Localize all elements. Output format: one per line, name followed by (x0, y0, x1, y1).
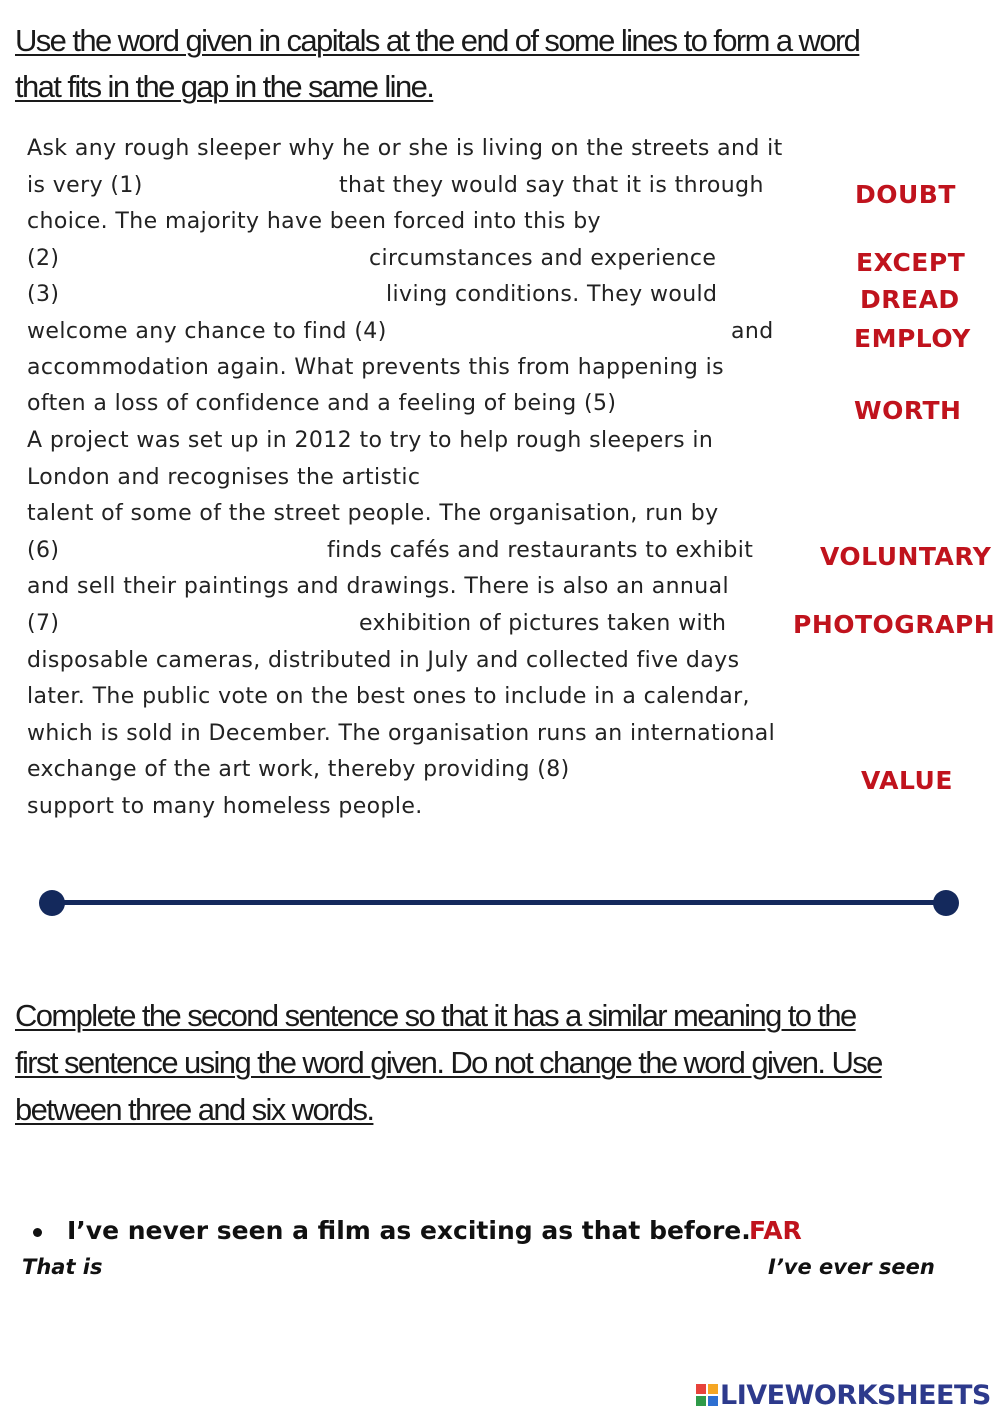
gap-input-2[interactable] (70, 246, 368, 272)
gap-input-3[interactable] (70, 282, 383, 308)
section1-heading-line2: that fits in the gap in the same line. (15, 69, 434, 104)
passage-line: accommodation again. What prevents this from happening is (27, 355, 724, 380)
passage-line: and sell their paintings and drawings. There is also an annual (27, 574, 729, 599)
passage-line: circumstances and experience (369, 246, 717, 271)
passage-line: and (731, 319, 774, 344)
divider-dot-right (933, 890, 959, 916)
passage-line: (6) (27, 538, 60, 563)
passage-line: later. The public vote on the best ones to include in a calendar, (27, 684, 750, 709)
gap-input-7[interactable] (70, 611, 358, 637)
passage-line: often a loss of confidence and a feeling of being (5) (27, 391, 617, 416)
passage-line: welcome any chance to find (4) (27, 319, 387, 344)
passage-line: disposable cameras, distributed in July and collected five days (27, 648, 740, 673)
keyword-except: EXCEPT (856, 248, 966, 277)
gap-input-1[interactable] (148, 173, 336, 199)
passage-line: (2) (27, 246, 60, 271)
passage-line: finds cafés and restaurants to exhibit (327, 538, 754, 563)
liveworksheets-logo (696, 1378, 991, 1412)
keyword-employ: EMPLOY (854, 324, 971, 353)
passage-line: (3) (27, 282, 60, 307)
passage-line: talent of some of the street people. The organisation, run by (27, 501, 719, 526)
passage-line: choice. The majority have been forced into this by (27, 209, 601, 234)
gap-input-6[interactable] (70, 538, 323, 564)
passage-line: support to many homeless people. (27, 794, 423, 819)
passage-line: is very (1) (27, 173, 143, 198)
passage-line: exchange of the art work, thereby providing (8) (27, 757, 570, 782)
gap-input-8[interactable] (617, 757, 820, 783)
answer-suffix: I’ve ever seen (768, 1255, 935, 1279)
keyword-voluntary: VOLUNTARY (820, 542, 992, 571)
keyword-photograph: PHOTOGRAPH (793, 610, 996, 639)
passage-line: Ask any rough sleeper why he or she is living on the streets and it (27, 136, 783, 161)
section2-heading-line2: first sentence using the word given. Do not change the word given. Use (15, 1045, 882, 1080)
divider-dot-left (39, 890, 65, 916)
keyword-far: FAR (749, 1216, 802, 1245)
source-sentence: I’ve never seen a film as exciting as that before. (67, 1216, 751, 1245)
logo-mark-icon (696, 1384, 718, 1406)
answer-prefix: That is (22, 1255, 103, 1279)
passage-line: A project was set up in 2012 to try to help rough sleepers in (27, 428, 714, 453)
bullet-icon (33, 1228, 42, 1237)
passage-line: living conditions. They would (386, 282, 718, 307)
divider-line (50, 900, 948, 905)
logo-brand-text: LIVEWORKSHEETS (720, 1379, 991, 1411)
passage-line: which is sold in December. The organisation runs an international (27, 721, 776, 746)
keyword-doubt: DOUBT (855, 180, 956, 209)
section2-heading-line1: Complete the second sentence so that it has a similar meaning to the (15, 998, 856, 1033)
keyword-dread: DREAD (860, 285, 960, 314)
section1-heading-line1: Use the word given in capitals at the end of some lines to form a word (15, 23, 860, 58)
transformation-answer-input[interactable] (110, 1254, 764, 1284)
keyword-value: VALUE (861, 766, 953, 795)
gap-input-4[interactable] (412, 319, 720, 345)
gap-input-5[interactable] (668, 391, 816, 417)
keyword-worth: WORTH (854, 396, 962, 425)
passage-line: that they would say that it is through (339, 173, 764, 198)
section2-heading-line3: between three and six words. (15, 1092, 374, 1127)
passage-line: (7) (27, 611, 60, 636)
passage-line: exhibition of pictures taken with (359, 611, 727, 636)
passage-line: London and recognises the artistic (27, 465, 421, 490)
